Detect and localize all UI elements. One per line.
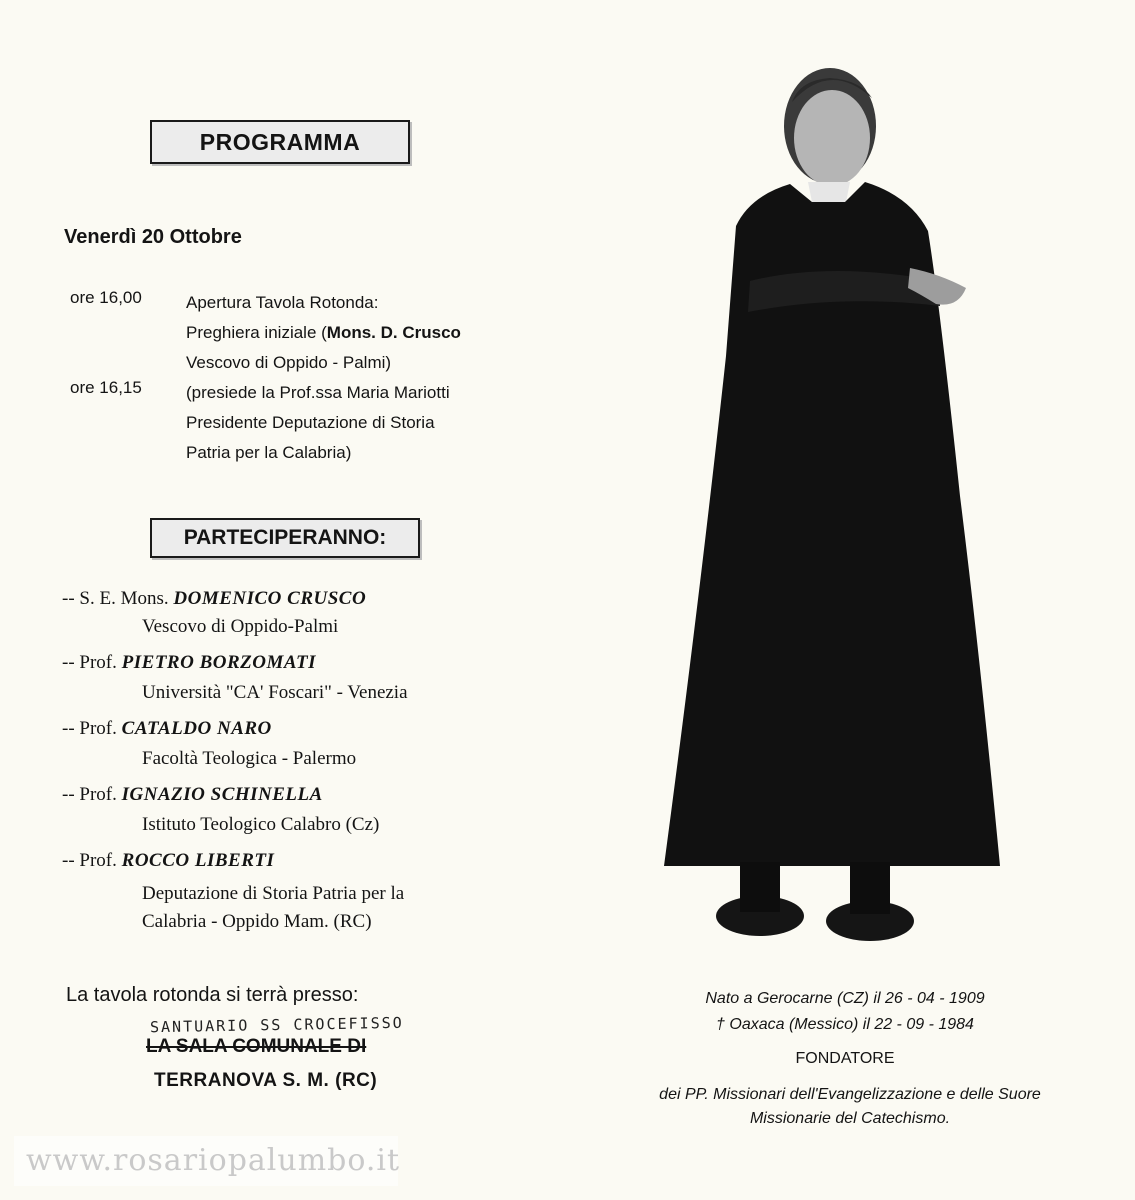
schedule-line: Preghiera iniziale (Mons. D. Crusco: [186, 323, 461, 342]
caption-died: † Oaxaca (Messico) il 22 - 09 - 1984: [716, 1016, 974, 1033]
schedule-line: Vescovo di Oppido - Palmi): [186, 353, 392, 372]
schedule-time-2: ore 16,15: [70, 378, 142, 397]
caption-line-2: Missionarie del Catechismo.: [749, 1110, 951, 1127]
participant-2: -- Prof. PIETRO BORZOMATI Università "CA' Foscari" - Venezia: [62, 652, 408, 703]
struck-venue: LA SALA COMUNALE DI: [146, 1036, 367, 1057]
participant-name: CATALDO NARO: [121, 718, 272, 739]
participant-name: DOMENICO CRUSCO: [173, 588, 367, 609]
participant-affiliation: Università "CA' Foscari" - Venezia: [142, 682, 408, 703]
event-date: Venerdì 20 Ottobre: [64, 226, 242, 248]
participant-name: ROCCO LIBERTI: [121, 850, 275, 871]
participant-1: -- S. E. Mons. DOMENICO CRUSCO Vescovo di Oppido-Palmi: [62, 588, 367, 637]
participant-name: IGNAZIO SCHINELLA: [121, 784, 323, 805]
caption-role: FONDATORE: [795, 1050, 895, 1067]
schedule-line: (presiede la Prof.ssa Maria Mariotti: [186, 383, 450, 402]
participant-name: PIETRO BORZOMATI: [121, 652, 316, 673]
schedule-line: Apertura Tavola Rotonda:: [186, 293, 379, 312]
programma-heading: PROGRAMMA: [150, 120, 410, 164]
participant-3: -- Prof. CATALDO NARO Facoltà Teologica - Palermo: [62, 718, 357, 769]
handwritten-venue: SANTUARIO SS CROCEFISSO: [149, 1013, 404, 1037]
priest-photo: [640, 56, 1020, 946]
venue-intro: La tavola rotonda si terrà presso:: [66, 984, 359, 1006]
participant-4: -- Prof. IGNAZIO SCHINELLA Istituto Teologico Calabro (Cz): [62, 784, 380, 835]
schedule-time-1: ore 16,00: [70, 288, 142, 307]
site-watermark: www.rosariopalumbo.it: [14, 1136, 398, 1186]
venue-place: TERRANOVA S. M. (RC): [154, 1070, 378, 1091]
participants-heading: PARTECIPERANNO:: [150, 518, 420, 558]
participant-5: -- Prof. ROCCO LIBERTI Deputazione di Storia Patria per la Calabria - Oppido Mam. (RC): [62, 850, 404, 936]
schedule-details-1: [186, 288, 461, 378]
officiant-name: Mons. D. Crusco: [326, 323, 461, 342]
caption-line-1: dei PP. Missionari dell'Evangelizzazione e delle Suore: [659, 1086, 1041, 1103]
participant-affiliation: Vescovo di Oppido-Palmi: [142, 616, 339, 637]
participant-affiliation: Istituto Teologico Calabro (Cz): [142, 814, 380, 835]
participant-affiliation: Deputazione di Storia Patria per la Calabria - Oppido Mam. (RC): [142, 883, 405, 932]
caption-born: Nato a Gerocarne (CZ) il 26 - 04 - 1909: [705, 990, 985, 1007]
schedule-line: Patria per la Calabria): [186, 443, 352, 462]
participant-affiliation: Facoltà Teologica - Palermo: [142, 748, 357, 769]
schedule-line: Presidente Deputazione di Storia: [186, 413, 435, 432]
schedule-details-2: [186, 378, 450, 468]
